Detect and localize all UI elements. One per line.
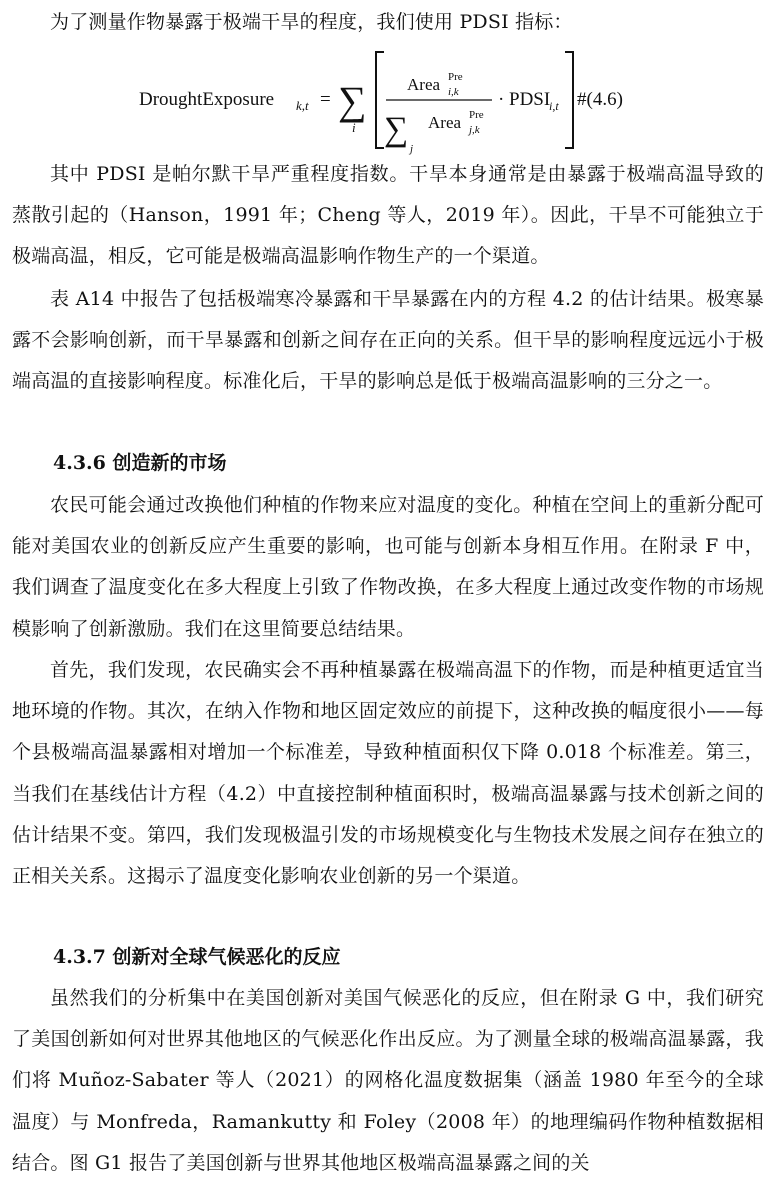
formula-lhs-subscript: k,t	[296, 98, 309, 113]
numerator-base: Area	[407, 75, 441, 94]
intro-paragraph: 为了测量作物暴露于极端干旱的程度，我们使用 PDSI 指标：	[50, 11, 573, 33]
section-heading-4-3-6: 4.3.6 创造新的市场	[53, 452, 227, 474]
denominator-subscript: j,k	[469, 124, 480, 136]
new-market-paragraph-2: 首先，我们发现，农民确实会不再种植暴露在极端高温下的作物，而是种植更适宜当地环境的作物。其次，在纳入作物和地区固定效应的前提下，这种改换的幅度很小——每个县极端高温暴露相对增加一个标准差，导致种植面积仅下降 0.018 个标准差。第三，当我们在基线估计方程（4.2）中直接控制种植面积时，极端高温暴露与技术创新之间的估计结果不变。第四，我们发现极温引发的市场规模变化与生物技术发展之间存在独立的正相关关系。这揭示了温度变化影响农业创新的另一个渠道。	[12, 659, 764, 888]
denominator-sum-sign: ∑	[384, 111, 409, 148]
denominator-base: Area	[428, 113, 462, 132]
pdsi-paragraph: 其中 PDSI 是帕尔默干旱严重程度指数。干旱本身通常是由暴露于极端高温导致的蒸散引起的（Hanson，1991 年；Cheng 等人，2019 年）。因此，干旱不可能独立于极端高温，相反，它可能是极端高温影响作物生产的一个渠道。	[12, 163, 764, 268]
drought-exposure-equation	[0, 48, 775, 158]
formula-pdsi-subscript: i,t	[549, 99, 559, 113]
numerator-superscript: Pre	[448, 71, 463, 83]
formula-pdsi: PDSI	[509, 89, 551, 110]
new-market-paragraph-1: 农民可能会通过改换他们种植的作物来应对温度的变化。种植在空间上的重新分配可能对美国农业的创新反应产生重要的影响，也可能与创新本身相互作用。在附录 F 中，我们调查了温度变化在多大程度上引致了作物改换，在多大程度上通过改变作物的市场规模影响了创新激励。我们在这里简要总结结果。	[12, 494, 764, 640]
formula-equals: =	[320, 89, 331, 110]
denominator-superscript: Pre	[469, 109, 484, 121]
table-a14-paragraph: 表 A14 中报告了包括极端寒冷暴露和干旱暴露在内的方程 4.2 的估计结果。极寒暴露不会影响创新，而干旱暴露和创新之间存在正向的关系。但干旱的影响程度远远小于极端高温的直接影响程度。标准化后，干旱的影响总是低于极端高温影响的三分之一。	[12, 288, 764, 393]
denominator-sum-index: j	[410, 143, 414, 155]
left-bracket	[376, 52, 384, 148]
formula-lhs: DroughtExposure	[139, 89, 275, 110]
global-response-paragraph: 虽然我们的分析集中在美国创新对美国气候恶化的反应，但在附录 G 中，我们研究了美国创新如何对世界其他地区的气候恶化作出反应。为了测量全球的极端高温暴露，我们将 Muñoz-Sabater 等人（2021）的网格化温度数据集（涵盖 1980 年至今的全球温度）与 Monfreda，Ramankutty 和 Foley（2008 年）的地理编码作物种植数据相结合。图 G1 报告了美国创新与世界其他地区极端高温暴露之间的关	[12, 987, 764, 1174]
outer-sum-index: i	[352, 120, 356, 135]
multiplication-dot: ·	[498, 89, 505, 110]
section-heading-4-3-7: 4.3.7 创新对全球气候恶化的反应	[53, 946, 341, 968]
equation-number: #(4.6)	[577, 89, 623, 110]
numerator-subscript: i,k	[448, 86, 459, 98]
right-bracket	[565, 52, 573, 148]
outer-sum-sign: ∑	[338, 78, 367, 123]
